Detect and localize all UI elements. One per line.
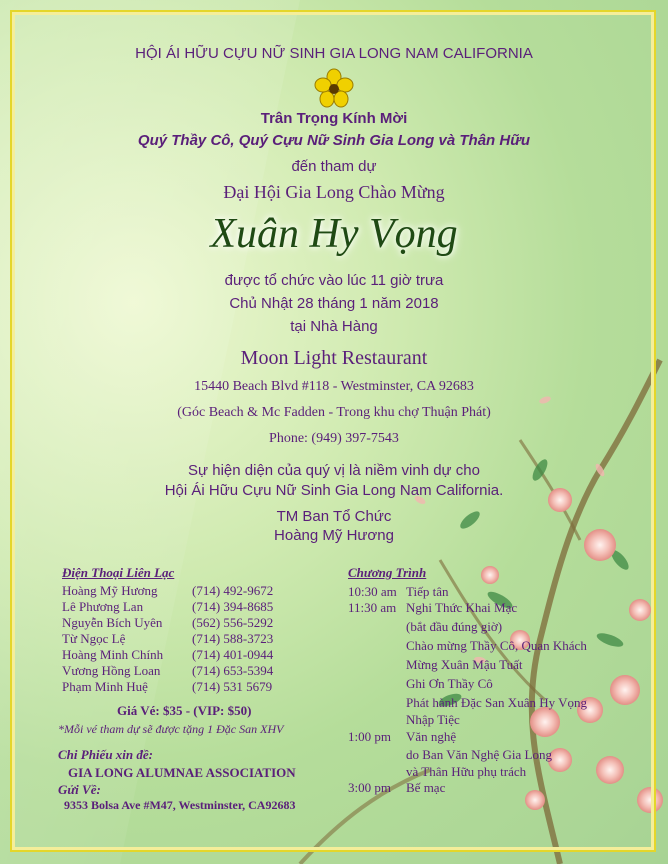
program-item: Văn nghệ	[406, 729, 457, 744]
contact-phone: (714) 653-5394	[192, 663, 274, 678]
contacts-heading: Điện Thoại Liên Lạc	[62, 565, 175, 580]
signature-name: Hoàng Mỹ Hương	[274, 527, 394, 544]
program-item: Mừng Xuân Mậu Tuất	[406, 657, 523, 672]
program-time: 10:30 am	[348, 584, 397, 599]
contact-name: Từ Ngọc Lệ	[62, 631, 126, 646]
contact-name: Lê Phương Lan	[62, 599, 144, 614]
program-item: Phát hành Đặc San Xuân Hy Vọng	[406, 695, 588, 710]
venue-cross-streets: (Góc Beach & Mc Fadden - Trong khu chợ Thuận Phát)	[177, 405, 491, 420]
venue-name: Moon Light Restaurant	[240, 347, 428, 369]
contact-name: Nguyễn Bích Uyên	[62, 615, 163, 630]
message-line-2: Hội Ái Hữu Cựu Nữ Sinh Gia Long Nam California.	[164, 482, 504, 499]
greeting: Trân Trọng Kính Mời	[260, 110, 408, 127]
contact-name: Hoàng Mỹ Hương	[62, 583, 158, 598]
program-item: Tiếp tân	[406, 584, 449, 599]
program-item: Ghi Ơn Thầy Cô	[406, 676, 493, 691]
event-time: được tổ chức vào lúc 11 giờ trưa	[224, 272, 444, 289]
event-date: Chủ Nhật 28 tháng 1 năm 2018	[229, 295, 439, 312]
contact-phone: (714) 401-0944	[192, 647, 274, 662]
ticket-note: *Mỗi vé tham dự sẽ được tặng 1 Đặc San XHV	[58, 722, 284, 736]
message-line-1: Sự hiện diện của quý vị là niềm vinh dự cho	[188, 462, 480, 479]
program-item: Chào mừng Thầy Cô, Quan Khách	[406, 638, 587, 653]
event-intro: Đại Hội Gia Long Chào Mừng	[223, 182, 445, 202]
contact-phone: (714) 588-3723	[192, 631, 274, 646]
ticket-price: Giá Vé: $35 - (VIP: $50)	[117, 703, 252, 718]
mail-address: 9353 Bolsa Ave #M47, Westminster, CA92683	[64, 798, 296, 812]
contact-name: Phạm Minh Huệ	[62, 679, 148, 694]
signature-title: TM Ban Tổ Chức	[276, 508, 392, 525]
check-label: Chi Phiếu xin đề:	[58, 747, 153, 762]
venue-address: 15440 Beach Blvd #118 - Westminster, CA 92683	[194, 379, 474, 394]
program-item: do Ban Văn Nghệ Gia Long	[406, 747, 552, 762]
program-item: Bế mạc	[406, 780, 446, 795]
program-item: Nghi Thức Khai Mạc	[406, 600, 518, 615]
contact-phone: (714) 394-8685	[192, 599, 274, 614]
program-time: 3:00 pm	[348, 780, 391, 795]
program-time: 1:00 pm	[348, 729, 391, 744]
attend-line: đến tham dự	[291, 158, 377, 175]
invitees: Quý Thầy Cô, Quý Cựu Nữ Sinh Gia Long và Thân Hữu	[137, 132, 531, 149]
contact-name: Hoàng Minh Chính	[62, 647, 164, 662]
venue-phone: Phone: (949) 397-7543	[269, 431, 399, 446]
program-item: Nhập Tiệc	[406, 712, 460, 727]
contact-phone: (714) 492-9672	[192, 583, 274, 598]
yellow-flower-icon	[313, 68, 355, 110]
program-time: 11:30 am	[348, 600, 397, 615]
contact-name: Vương Hồng Loan	[62, 663, 161, 678]
contact-phone: (562) 556-5292	[192, 615, 274, 630]
event-name: Xuân Hy Vọng	[210, 211, 458, 257]
program-heading: Chương Trình	[348, 565, 427, 580]
program-item: (bắt đầu đúng giờ)	[406, 619, 503, 634]
mail-label: Gửi Về:	[58, 782, 101, 797]
venue-intro: tại Nhà Hàng	[290, 318, 378, 335]
contact-phone: (714) 531 5679	[192, 679, 273, 694]
org-title: HỘI ÁI HỮU CỰU NỮ SINH GIA LONG NAM CALIFORNIA	[135, 45, 533, 62]
check-payee: GIA LONG ALUMNAE ASSOCIATION	[68, 765, 296, 780]
program-item: và Thân Hữu phụ trách	[406, 764, 527, 779]
